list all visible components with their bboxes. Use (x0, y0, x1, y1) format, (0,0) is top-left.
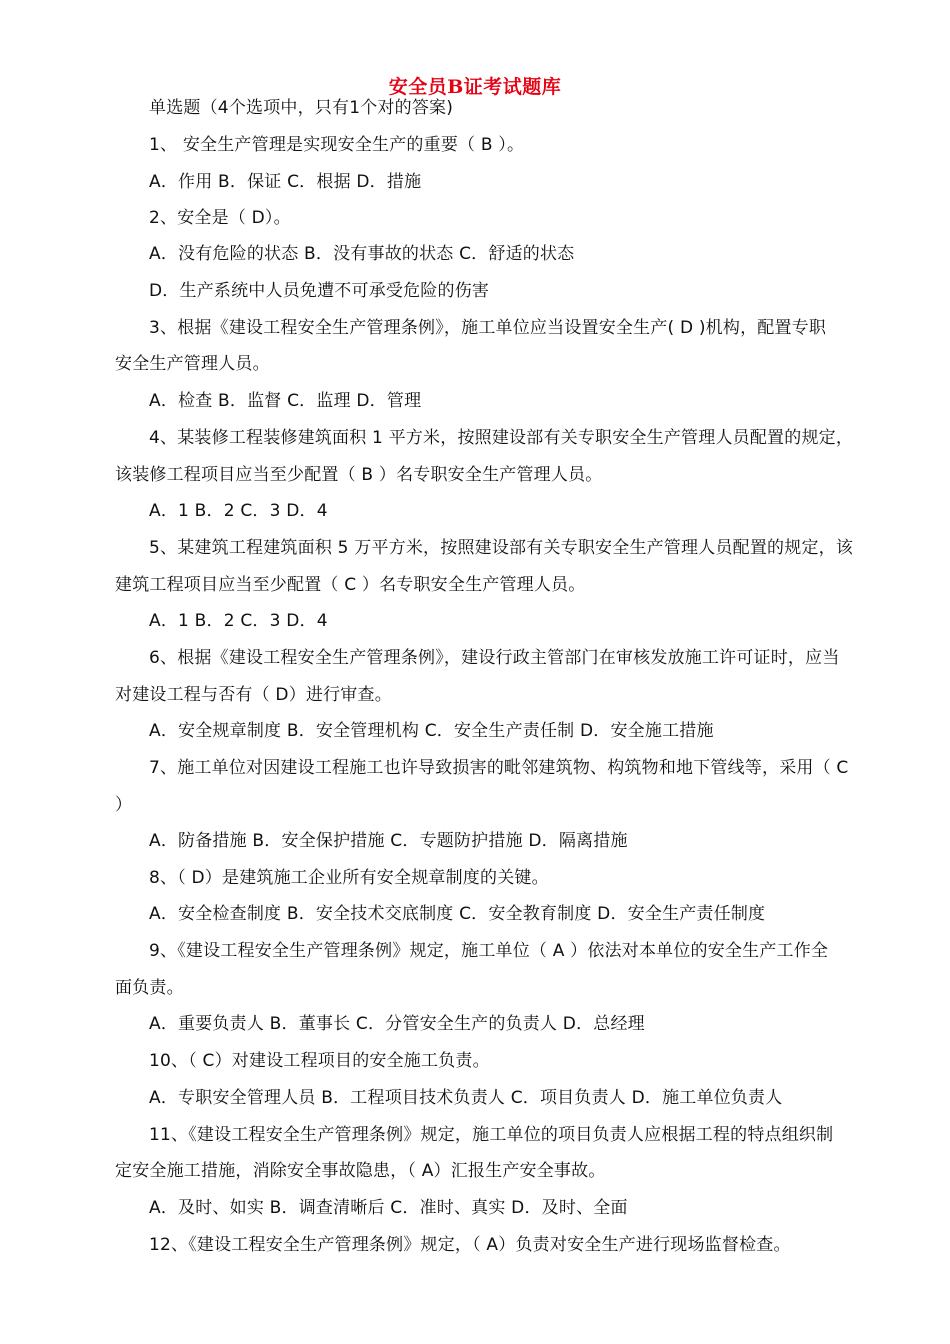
question-11-line2: 定安全施工措施，消除安全事故隐患，（ A）汇报生产安全事故。 (115, 1161, 606, 1181)
question-9-line2: 面负责。 (115, 978, 184, 998)
options-8: A．安全检查制度 B．安全技术交底制度 C．安全教育制度 D．安全生产责任制度 (149, 904, 766, 924)
options-6: A．安全规章制度 B．安全管理机构 C．安全生产责任制 D．安全施工措施 (149, 721, 714, 741)
options-5: A．1 B．2 C．3 D．4 (149, 611, 328, 631)
options-3: A．检查 B．监督 C．监理 D．管理 (149, 391, 422, 411)
question-3-line2: 安全生产管理人员。 (115, 354, 270, 374)
options-11: A．及时、如实 B．调查清晰后 C．准时、真实 D．及时、全面 (149, 1198, 628, 1218)
question-5-line2: 建筑工程项目应当至少配置（ C ）名专职安全生产管理人员。 (115, 575, 586, 595)
options-7: A．防备措施 B．安全保护措施 C．专题防护措施 D．隔离措施 (149, 831, 628, 851)
document-title: 安全员B证考试题库 (388, 76, 562, 98)
question-6-line2: 对建设工程与否有（ D）进行审查。 (115, 685, 392, 705)
question-7-line2: ） (115, 795, 133, 815)
question-7-line1: 7、施工单位对因建设工程施工也许导致损害的毗邻建筑物、构筑物和地下管线等，采用（ C (149, 758, 849, 778)
question-9-line1: 9、《建设工程安全生产管理条例》规定，施工单位（ A ）依法对本单位的安全生产工作全 (149, 941, 829, 961)
section-heading: 单选题（4个选项中，只有1个对的答案) (149, 98, 454, 118)
options-10: A．专职安全管理人员 B．工程项目技术负责人 C．项目负责人 D．施工单位负责人 (149, 1088, 783, 1108)
question-3-line1: 3、根据《建设工程安全生产管理条例》，施工单位应当设置安全生产( D )机构，配置专职 (149, 318, 827, 338)
question-4-line2: 该装修工程项目应当至少配置（ B ）名专职安全生产管理人员。 (115, 465, 603, 485)
options-4: A．1 B．2 C．3 D．4 (149, 501, 328, 521)
options-1: A．作用 B．保证 C．根据 D．措施 (149, 172, 422, 192)
question-11-line1: 11、《建设工程安全生产管理条例》规定，施工单位的项目负责人应根据工程的特点组织制 (149, 1125, 834, 1145)
question-2: 2、安全是（ D）。 (149, 208, 291, 228)
question-12: 12、《建设工程安全生产管理条例》规定，（ A）负责对安全生产进行现场监督检查。 (149, 1235, 791, 1255)
question-1: 1、 安全生产管理是实现安全生产的重要（ B ）。 (149, 135, 525, 155)
question-8: 8、（ D）是建筑施工企业所有安全规章制度的关键。 (149, 868, 549, 888)
question-10: 10、（ C）对建设工程项目的安全施工负责。 (149, 1051, 490, 1071)
options-2a: A．没有危险的状态 B．没有事故的状态 C．舒适的状态 (149, 244, 575, 264)
options-9: A．重要负责人 B．董事长 C．分管安全生产的负责人 D．总经理 (149, 1014, 645, 1034)
question-5-line1: 5、某建筑工程建筑面积 5 万平方米，按照建设部有关专职安全生产管理人员配置的规定，该 (149, 538, 854, 558)
question-4-line1: 4、某装修工程装修建筑面积 1 平方米，按照建设部有关专职安全生产管理人员配置的规定， (149, 428, 854, 448)
question-6-line1: 6、根据《建设工程安全生产管理条例》，建设行政主管部门在审核发放施工许可证时，应当 (149, 648, 840, 668)
options-2b: D．生产系统中人员免遭不可承受危险的伤害 (149, 281, 490, 301)
